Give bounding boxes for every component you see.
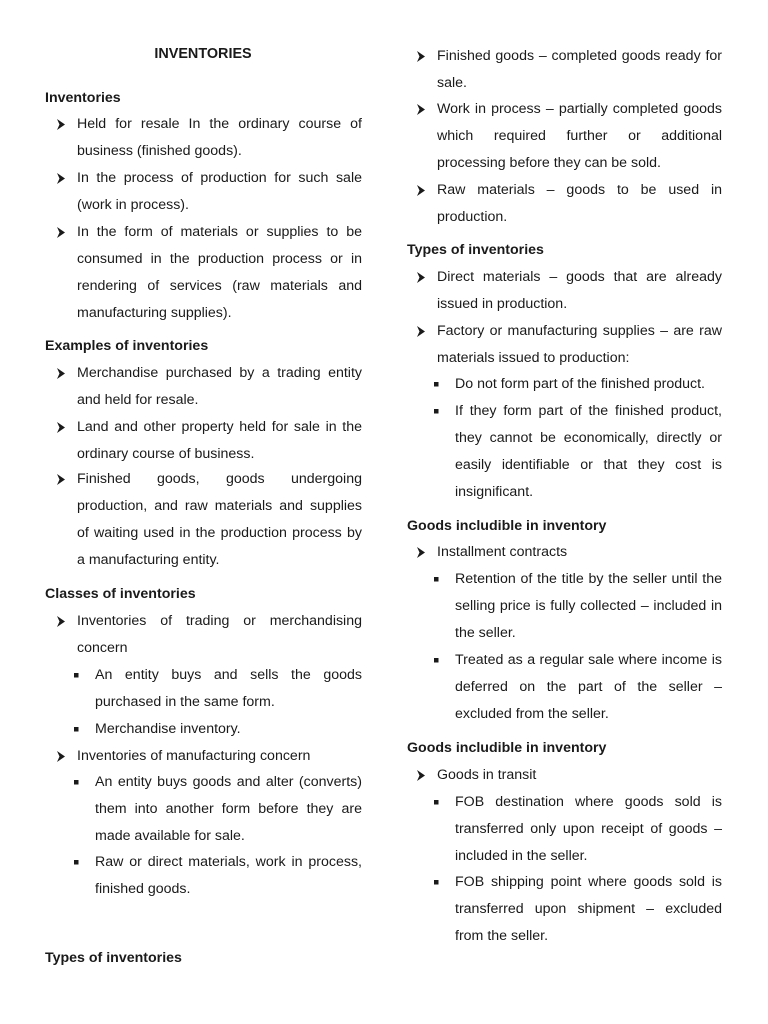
list-item: Finished goods, goods undergoing production, and raw materials and supplies of waiting used in the production process by a manufacturing entity. bbox=[56, 466, 362, 574]
arrow-bullet-icon bbox=[416, 318, 426, 345]
list-item: Inventories of trading or merchandising concern bbox=[56, 608, 362, 662]
heading-inventories: Inventories bbox=[45, 90, 121, 106]
sub-list-item: An entity buys goods and alter (converts) them into another form before they are made available for sale. bbox=[74, 769, 362, 850]
arrow-bullet-icon bbox=[416, 762, 426, 789]
heading-types: Types of inventories bbox=[407, 242, 544, 258]
square-bullet-icon bbox=[74, 716, 80, 743]
square-bullet-icon bbox=[74, 769, 80, 796]
arrow-bullet-icon bbox=[416, 43, 426, 70]
square-bullet-icon bbox=[434, 566, 440, 593]
list-item: Raw materials – goods to be used in production. bbox=[416, 177, 722, 231]
heading-includible-1: Goods includible in inventory bbox=[407, 518, 607, 534]
list-item: Goods in transit bbox=[416, 762, 722, 789]
list-item: Factory or manufacturing supplies – are raw materials issued to production: bbox=[416, 318, 722, 372]
square-bullet-icon bbox=[74, 662, 80, 689]
list-item: Land and other property held for sale in the ordinary course of business. bbox=[56, 414, 362, 468]
sub-list-item: An entity buys and sells the goods purchased in the same form. bbox=[74, 662, 362, 716]
sub-list-item: If they form part of the finished product, they cannot be economically, directly or easily identifiable or that they cost is insignificant. bbox=[434, 398, 722, 506]
sub-list-item: Treated as a regular sale where income is deferred on the part of the seller – excluded from the seller. bbox=[434, 647, 722, 728]
list-item: Direct materials – goods that are already issued in production. bbox=[416, 264, 722, 318]
sub-list-item: Raw or direct materials, work in process, finished goods. bbox=[74, 849, 362, 903]
arrow-bullet-icon bbox=[56, 219, 66, 246]
square-bullet-icon bbox=[434, 869, 440, 896]
square-bullet-icon bbox=[434, 647, 440, 674]
square-bullet-icon bbox=[434, 398, 440, 425]
arrow-bullet-icon bbox=[56, 111, 66, 138]
sub-list-item: Retention of the title by the seller until the selling price is fully collected – included in the seller. bbox=[434, 566, 722, 647]
square-bullet-icon bbox=[434, 789, 440, 816]
list-item: Finished goods – completed goods ready for sale. bbox=[416, 43, 722, 97]
arrow-bullet-icon bbox=[56, 743, 66, 770]
arrow-bullet-icon bbox=[416, 177, 426, 204]
sub-list-item: FOB destination where goods sold is transferred only upon receipt of goods – included in the seller. bbox=[434, 789, 722, 870]
list-item: Merchandise purchased by a trading entity and held for resale. bbox=[56, 360, 362, 414]
arrow-bullet-icon bbox=[416, 264, 426, 291]
list-item: Inventories of manufacturing concern bbox=[56, 743, 362, 770]
sub-list-item: Merchandise inventory. bbox=[74, 716, 362, 743]
list-item: Work in process – partially completed goods which required further or additional processing before they can be sold. bbox=[416, 96, 722, 177]
list-item: Installment contracts bbox=[416, 539, 722, 566]
list-item: In the process of production for such sale (work in process). bbox=[56, 165, 362, 219]
sub-list-item: Do not form part of the finished product. bbox=[434, 371, 722, 398]
arrow-bullet-icon bbox=[56, 360, 66, 387]
square-bullet-icon bbox=[434, 371, 440, 398]
heading-examples: Examples of inventories bbox=[45, 338, 209, 354]
list-item: Held for resale In the ordinary course of business (finished goods). bbox=[56, 111, 362, 165]
square-bullet-icon bbox=[74, 849, 80, 876]
heading-classes: Classes of inventories bbox=[45, 586, 196, 602]
arrow-bullet-icon bbox=[56, 608, 66, 635]
arrow-bullet-icon bbox=[56, 466, 66, 493]
heading-types-bottom: Types of inventories bbox=[45, 950, 182, 966]
document-title: INVENTORIES bbox=[154, 46, 252, 62]
arrow-bullet-icon bbox=[56, 165, 66, 192]
sub-list-item: FOB shipping point where goods sold is transferred upon shipment – excluded from the seller. bbox=[434, 869, 722, 950]
heading-includible-2: Goods includible in inventory bbox=[407, 740, 607, 756]
arrow-bullet-icon bbox=[416, 96, 426, 123]
arrow-bullet-icon bbox=[416, 539, 426, 566]
list-item: In the form of materials or supplies to be consumed in the production process or in rendering of services (raw materials and manufacturing supplies). bbox=[56, 219, 362, 327]
arrow-bullet-icon bbox=[56, 414, 66, 441]
